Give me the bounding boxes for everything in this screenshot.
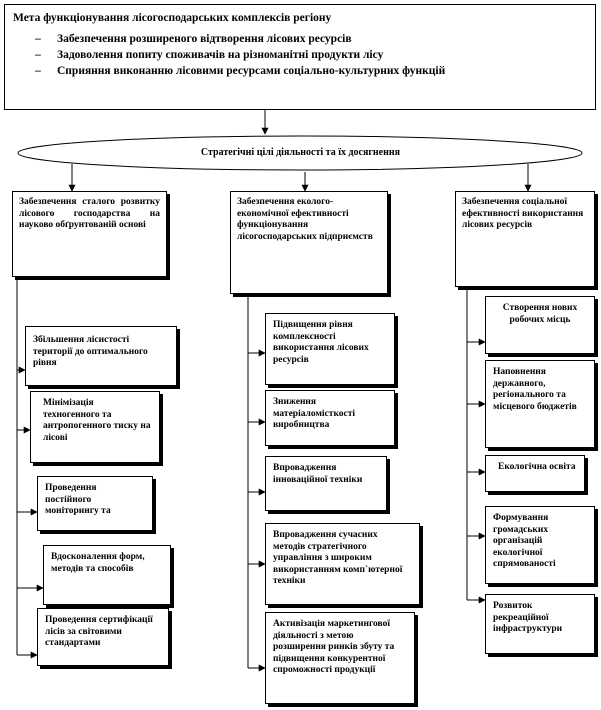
col2-item-text: Підвищення рівня комплексності використання лісових ресурсів: [273, 320, 369, 365]
col1-item: [25, 326, 177, 386]
goal-list: [13, 31, 587, 79]
col2-item-text: Впровадження інноваційної техніки: [273, 463, 363, 485]
col2-item-text: Активізація маркетингової діяльності з метою розширення ринків збуту та підвищення конкурентної спроможності продукції: [273, 619, 395, 675]
col3-item: [485, 506, 595, 584]
col1-item-text: Збільшення лісистості території до оптимального рівня: [33, 335, 148, 368]
col2-item: [265, 390, 395, 446]
col2-item-text: Зниження матеріаломісткості виробництва: [273, 397, 356, 430]
col2-item-text: Впровадження сучасних методів стратегічного управління з широким використанням комп`ютерної техніки: [273, 530, 403, 586]
col3-item-text: Формування громадських організацій екологічної спрямованості: [493, 513, 556, 569]
col1-item-text: Мінімізація техногенного та антропогенного тиску на лісові: [43, 398, 151, 443]
col3-header-text: Забезпечення соціальної ефективності використання лісових ресурсів: [462, 197, 584, 230]
col3-item-text: Розвиток рекреаційної інфраструктури: [493, 601, 563, 634]
col2-item: [265, 523, 420, 605]
col2-header: [230, 191, 388, 294]
col3-item: [485, 360, 595, 448]
goal-title: Мета функціонування лісогосподарських комплексів регіону: [13, 12, 332, 24]
goal-item: – Сприяння виконанню лісовими ресурсами соціально-культурних функцій: [13, 63, 587, 79]
goal-box: [4, 4, 596, 110]
col1-item: [43, 545, 171, 605]
col2-item: [265, 456, 387, 511]
col1-header-text: Забезпечення сталого розвитку лісового господарства на науково обґрунтованій основі: [19, 197, 160, 230]
col1-item: [37, 476, 153, 531]
col1-item: [37, 608, 169, 666]
col3-item-text: Створення нових робочих місць: [502, 303, 578, 325]
goal-item: – Задоволення попиту споживачів на різноманітні продукти лісу: [13, 47, 587, 63]
strategic-label: Стратегічні цілі діяльності та їх досягнення: [200, 147, 401, 158]
col1-item-text: Вдосконалення форм, методів та способів: [51, 552, 145, 574]
col1-item-text: Проведення сертифікації лісів за світовими стандартами: [45, 615, 153, 648]
col3-item: [485, 455, 585, 492]
goal-item: – Забезпечення розширеного відтворення лісових ресурсів: [13, 31, 587, 47]
col3-item-text: Екологічна освіта: [498, 462, 576, 472]
col1-item-text: Проведення постійного моніторингу та: [45, 483, 111, 516]
col3-item: [485, 594, 595, 654]
col1-header: [12, 191, 167, 277]
col3-header: [455, 191, 595, 287]
col1-item: [30, 391, 160, 463]
col2-item: [265, 612, 415, 704]
col2-item: [265, 313, 395, 385]
col3-item: [485, 296, 595, 354]
col3-item-text: Наповнення державного, регіонального та місцевого бюджетів: [493, 367, 577, 412]
col2-header-text: Забезпечення еколого-економічної ефективності функціонування лісогосподарських підприємств: [237, 197, 373, 242]
